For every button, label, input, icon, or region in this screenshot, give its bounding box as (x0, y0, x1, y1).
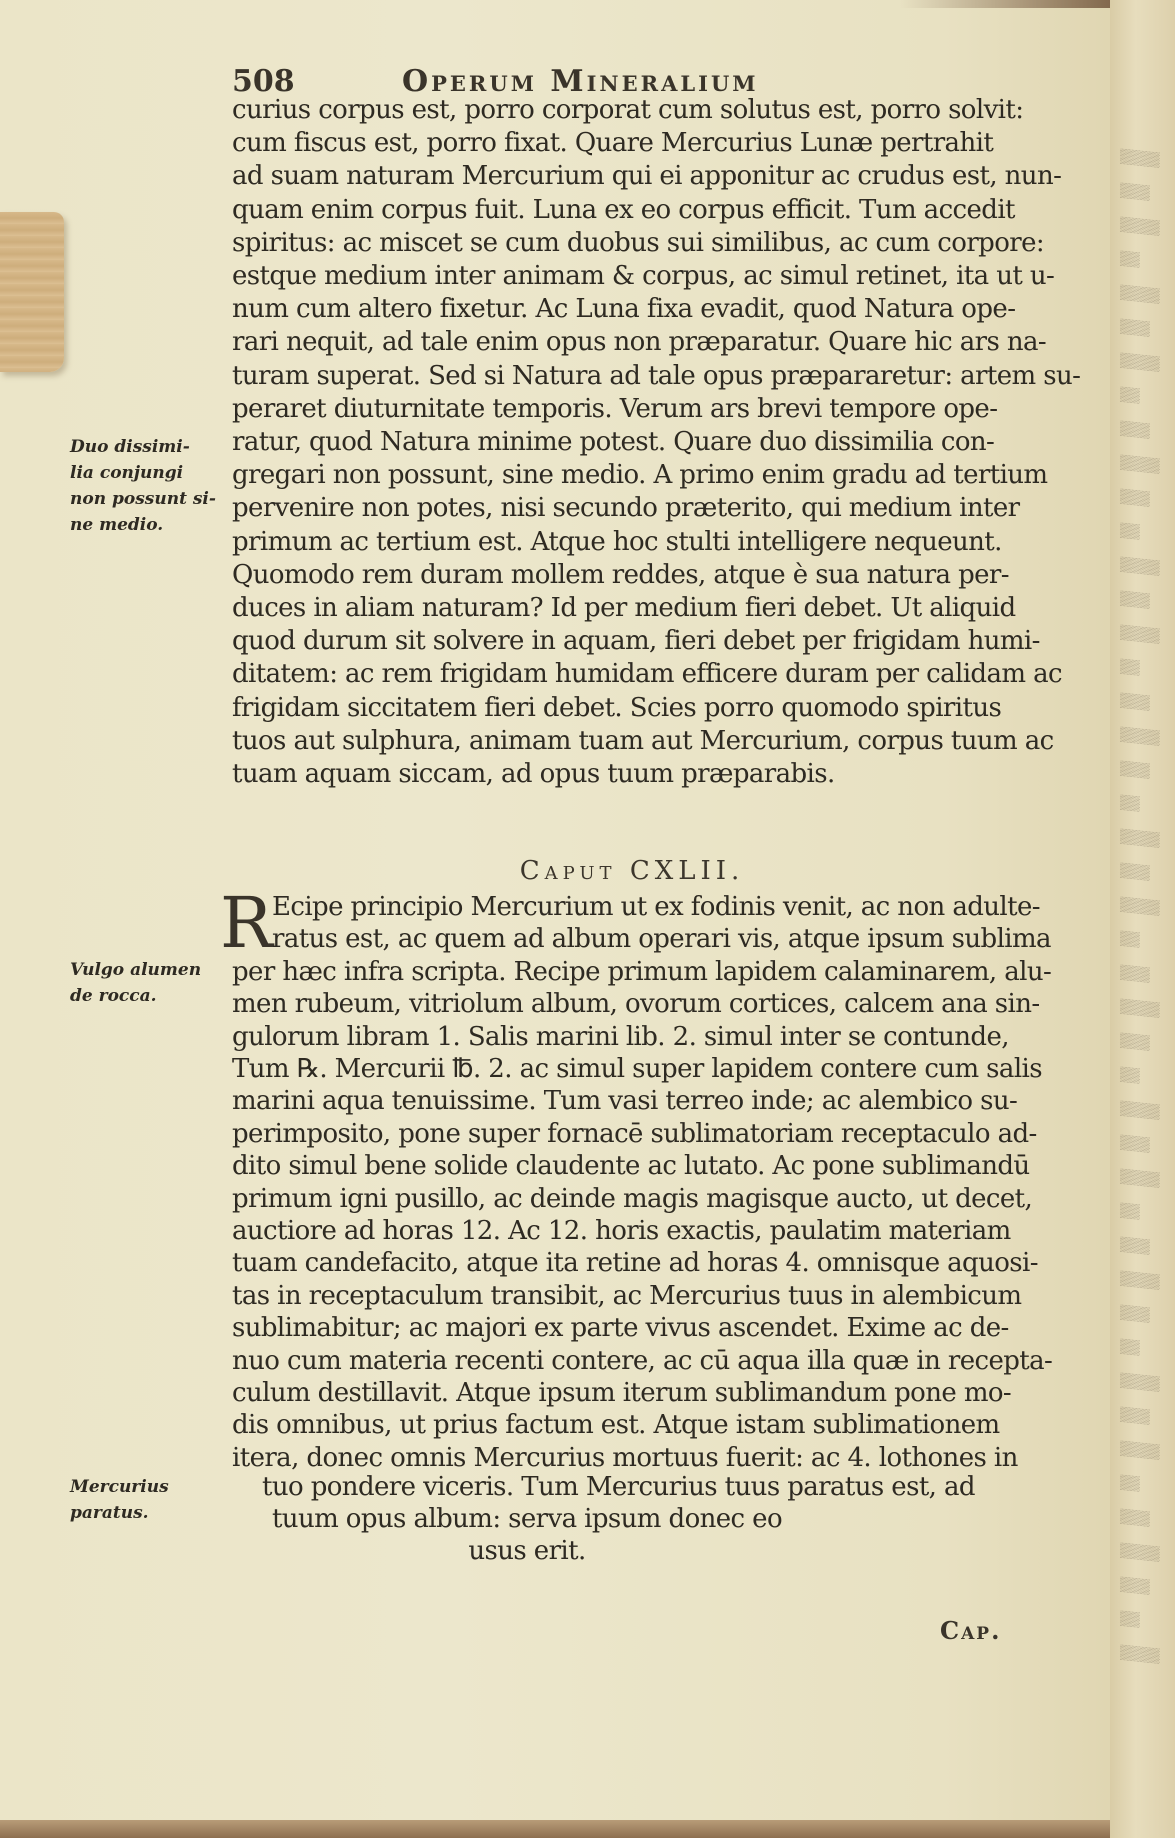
text-line: quod durum sit solvere in aquam, fieri debet per frigidam humi- (232, 626, 1040, 657)
text-line: Quomodo rem duram mollem reddes, atque è sua natura per- (232, 559, 1009, 590)
text-line: perimposito, pone super fornacē sublimatoriam receptaculo ad- (232, 1118, 1037, 1149)
text-line: ad suam naturam Mercurium qui ei apponitur ac crudus est, nun- (232, 161, 1062, 192)
running-title: Operum Mineralium (402, 64, 759, 99)
text-line: sublimabitur; ac majori ex parte vivus ascendet. Exime ac de- (232, 1313, 1009, 1344)
text-line: ratus est, ac quem ad album operari vis, atque ipsum sublima (272, 924, 1051, 955)
text-line: men rubeum, vitriolum album, ovorum cortices, calcem ana sin- (232, 989, 1040, 1020)
text-line: frigidam siccitatem fieri debet. Scies porro quomodo spiritus (232, 692, 1002, 723)
marginal-note-line: paratus. (70, 1503, 149, 1523)
chapter-heading: Caput CXLII. (519, 856, 745, 886)
text-line: turam superat. Sed si Natura ad tale opus præpararetur: artem su- (232, 360, 1081, 391)
catchword: Cap. (940, 1616, 1002, 1645)
closing-text-line: usus erit. (468, 1536, 586, 1566)
text-line: ratur, quod Natura minime potest. Quare duo dissimilia con- (232, 427, 995, 457)
text-line: num cum altero fixetur. Ac Luna fixa evadit, quod Natura ope- (232, 294, 1016, 325)
text-line: curius corpus est, porro corporat cum solutus est, porro solvit: (232, 95, 1024, 125)
text-line: dito simul bene solide claudente ac lutato. Ac pone sublimandū (232, 1151, 1030, 1182)
closing-text-line: tuo pondere viceris. Tum Mercurius tuus paratus est, ad (262, 1472, 975, 1502)
text-line: nuo cum materia recenti contere, ac cū aqua illa quæ in recepta- (232, 1345, 1053, 1376)
page-top-edge (900, 0, 1130, 8)
text-line: primum ac tertium est. Atque hoc stulti intelligere nequeunt. (232, 526, 1002, 557)
text-line: tuam aquam siccam, ad opus tuum præparabis. (232, 759, 835, 789)
text-line: tas in receptaculum transibit, ac Mercurius tuus in alembicum (232, 1280, 1022, 1311)
text-line: marini aqua tenuissime. Tum vasi terreo inde; ac alembico su- (232, 1086, 1018, 1117)
page-bottom-edge (0, 1820, 1110, 1838)
text-line: tuos aut sulphura, animam tuam aut Mercurium, corpus tuum ac (232, 725, 1054, 756)
text-line: peraret diuturnitate temporis. Verum ars brevi tempore ope- (232, 393, 998, 424)
text-line: tuam candefacito, atque ita retine ad horas 4. omnisque aquosi- (232, 1248, 1038, 1279)
text-line: culum destillavit. Atque ipsum iterum sublimandum pone mo- (232, 1378, 1012, 1408)
drop-cap: R (220, 882, 273, 964)
page-number: 508 (232, 64, 295, 99)
marginal-note (70, 1474, 230, 1526)
text-line: auctiore ad horas 12. Ac 12. horis exactis, paulatim materiam (232, 1216, 1011, 1246)
text-line: pervenire non potes, nisi secundo præterito, qui medium inter (232, 493, 1020, 524)
text-line: estque medium inter animam & corpus, ac simul retinet, ita ut u- (232, 261, 1055, 291)
text-line: gulorum libram 1. Salis marini lib. 2. simul inter se contunde, (232, 1021, 1009, 1052)
text-line: gregari non possunt, sine medio. A primo enim gradu ad tertium (232, 460, 1048, 491)
closing-text-line: tuum opus album: serva ipsum donec eo (271, 1504, 783, 1534)
text-line: itera, donec omnis Mercurius mortuus fuerit: ac 4. lothones in (232, 1442, 1018, 1473)
text-line: spiritus: ac miscet se cum duobus sui similibus, ac cum corpore: (232, 227, 1045, 258)
marginal-note-line: non possunt si- (70, 489, 216, 509)
text-line: duces in aliam naturam? Id per medium fieri debet. Ut aliquid (232, 593, 1016, 623)
marginal-note-line: de rocca. (70, 986, 157, 1006)
marginal-note-line: Duo dissimi- (70, 437, 190, 457)
marginal-note (70, 434, 230, 538)
marginal-note-line: ne medio. (70, 515, 164, 535)
text-line: Tum ℞. Mercurii ℔. 2. ac simul super lapidem contere cum salis (232, 1054, 1042, 1084)
marginal-note (70, 957, 230, 1009)
marginal-note-line: Mercurius (70, 1477, 169, 1497)
text-line: cum fiscus est, porro fixat. Quare Mercurius Lunæ pertrahit (232, 128, 994, 159)
text-line: Ecipe principio Mercurium ut ex fodinis venit, ac non adulte- (272, 892, 1040, 922)
facing-page-bleed-through: ▒▒▒▒ ▒▒▒ ▒▒▒▒ ▒▒ ▒▒▒▒ ▒▒▒ ▒▒▒▒ ▒▒ ▒▒▒ ▒▒▒▒ ▒▒▒ ▒▒ ▒▒▒▒ ▒▒▒ ▒▒▒▒ ▒▒ ▒▒▒ ▒▒▒▒ ▒▒▒ ▒▒ ▒▒▒▒ ▒▒▒ ▒▒▒▒ ▒▒ ▒▒▒ ▒▒▒▒ ▒▒▒ ▒▒ ▒▒▒▒ ▒▒▒ ▒▒▒▒ ▒▒ ▒▒▒ ▒▒▒▒ ▒▒▒ ▒▒ ▒▒▒▒ ▒▒▒ ▒▒▒▒ ▒▒ ▒▒▒ ▒▒▒▒ ▒▒▒ ▒▒ ▒▒▒▒ (1120, 147, 1160, 1664)
text-line: primum igni pusillo, ac deinde magis magisque aucto, ut decet, (232, 1183, 1033, 1214)
text-line: ditatem: ac rem frigidam humidam efficere duram per calidam ac (232, 659, 1062, 690)
marginal-note-line: lia conjungi (70, 463, 184, 483)
text-line: dis omnibus, ut prius factum est. Atque istam sublimationem (232, 1410, 1000, 1441)
marginal-note-line: Vulgo alumen (70, 960, 202, 980)
text-line: rari nequit, ad tale enim opus non præparatur. Quare hic ars na- (232, 327, 1047, 358)
paper-bookmark-tab (0, 212, 64, 372)
text-line: per hæc infra scripta. Recipe primum lapidem calaminarem, alu- (232, 956, 1052, 987)
text-line: quam enim corpus fuit. Luna ex eo corpus efficit. Tum accedit (232, 194, 1015, 225)
